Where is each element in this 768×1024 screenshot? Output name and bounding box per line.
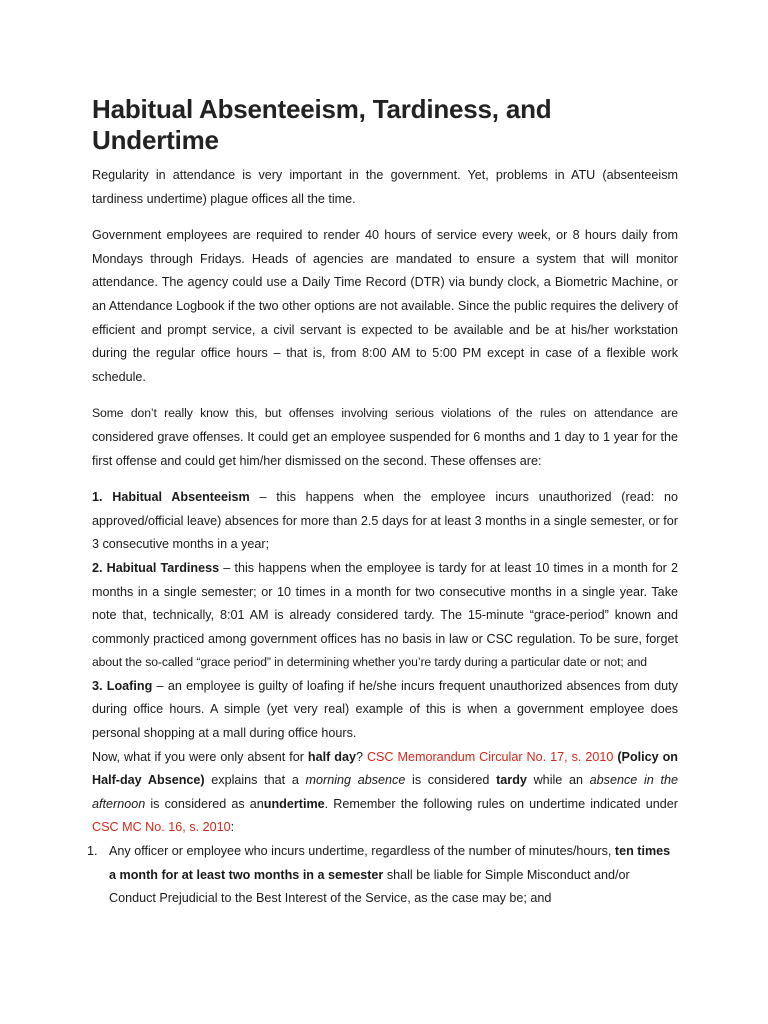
page-title: Habitual Absenteeism, Tardiness, and Undertime <box>92 94 552 155</box>
italic-morning-absence: morning absence <box>305 773 406 788</box>
list-item <box>87 840 678 911</box>
text-run: : <box>230 820 235 835</box>
undertime-rules-list <box>87 840 678 911</box>
text-run: shall be liable for Simple Misconduct and/or Conduct Prejudicial to the Best Interest of the Service, as the case may be; and <box>109 867 630 906</box>
text-run: ? <box>355 749 367 764</box>
text-run: is considered <box>405 773 497 788</box>
grave-offenses-paragraph <box>92 402 678 473</box>
csc-memo-circular-17-link[interactable]: CSC Memorandum Circular No. 17, s. 2010 <box>366 749 614 764</box>
grave-offenses-text: considered grave offenses. It could get an employee suspended for 6 months and 1 day to 1 year for the first offense and could get him/her dismissed on the second. These offenses are: <box>92 429 678 468</box>
text-run: is considered as an <box>145 796 264 811</box>
text-run: . Remember the following rules on undertime indicated under <box>324 796 678 811</box>
item-label: 1. Habitual Absenteeism <box>92 490 250 505</box>
item-label: 3. Loafing <box>92 678 153 693</box>
document-page <box>87 94 679 911</box>
item-habitual-tardiness <box>92 557 678 675</box>
list-number: 1. <box>87 844 98 859</box>
attendance-requirements-paragraph: Government employees are required to render 40 hours of service every week, or 8 hours daily from Mondays through Fridays. Heads of agencies are mandated to ensure a system that will monitor attendance. The agency could use a Daily Time Record (DTR) via bundy clock, a Biometric Machine, or an Attendance Logbook if the two other options are not available. Since the public requires the delivery of efficient and prompt service, a civil servant is expected to be available and be at his/her workstation during the regular office hours – that is, from 8:00 AM to 5:00 PM except in case of a flexible work schedule. <box>92 228 678 384</box>
item-text: – this happens when the employee incurs unauthorized (read: no approved/official leave) absences for more than 2.5 days for at least 3 months in a single semester, or for 3 consecutive months in a year; <box>92 490 679 552</box>
italic-afternoon-absence: absence in the afternoon <box>92 773 678 811</box>
grave-offenses-intro: Some don’t really know this, but offenses involving serious violations of the rules on attendance are <box>92 406 678 421</box>
item-text: – this happens when the employee is tardy for at least 10 times in a month for 2 months in a single semester; or 10 times in a month for two consecutive months in a single year. Take note that, technically, 8:01 AM is already considered tardy. The 15-minute “grace-period” known and commonly practiced among government offices has no basis in law or CSC regulation. To be sure, forget <box>92 560 678 646</box>
text-run: while an <box>526 773 590 788</box>
bold-ten-times: ten times a month for at least two months in a semester <box>109 844 671 882</box>
bold-undertime: undertime <box>263 796 325 811</box>
text-run: explains that a <box>204 773 306 788</box>
item-habitual-absenteeism <box>92 486 678 557</box>
intro-paragraph: Regularity in attendance is very important in the government. Yet, problems in ATU (absenteeism tardiness undertime) plague offices all the time. <box>92 168 678 206</box>
bold-policy-title: (Policy on Half-day Absence) <box>92 749 678 788</box>
bold-half-day: half day <box>307 749 356 764</box>
text-run: Any officer or employee who incurs undertime, regardless of the number of minutes/hours, <box>109 844 615 859</box>
text-run: Now, what if you were only absent for <box>92 749 308 764</box>
csc-mc-16-link[interactable]: CSC MC No. 16, s. 2010 <box>92 820 231 835</box>
bold-tardy: tardy <box>496 773 527 788</box>
item-text: – an employee is guilty of loafing if he/she incurs frequent unauthorized absences from duty during office hours. A simple (yet very real) example of this is when a government employee does personal shopping at a mall during office hours. <box>92 678 678 741</box>
half-day-paragraph <box>92 746 678 840</box>
item-text-continued: about the so-called “grace period” in determining whether you’re tardy during a particular date or not; and <box>92 655 647 670</box>
item-loafing <box>92 675 678 746</box>
item-label: 2. Habitual Tardiness <box>92 560 220 575</box>
